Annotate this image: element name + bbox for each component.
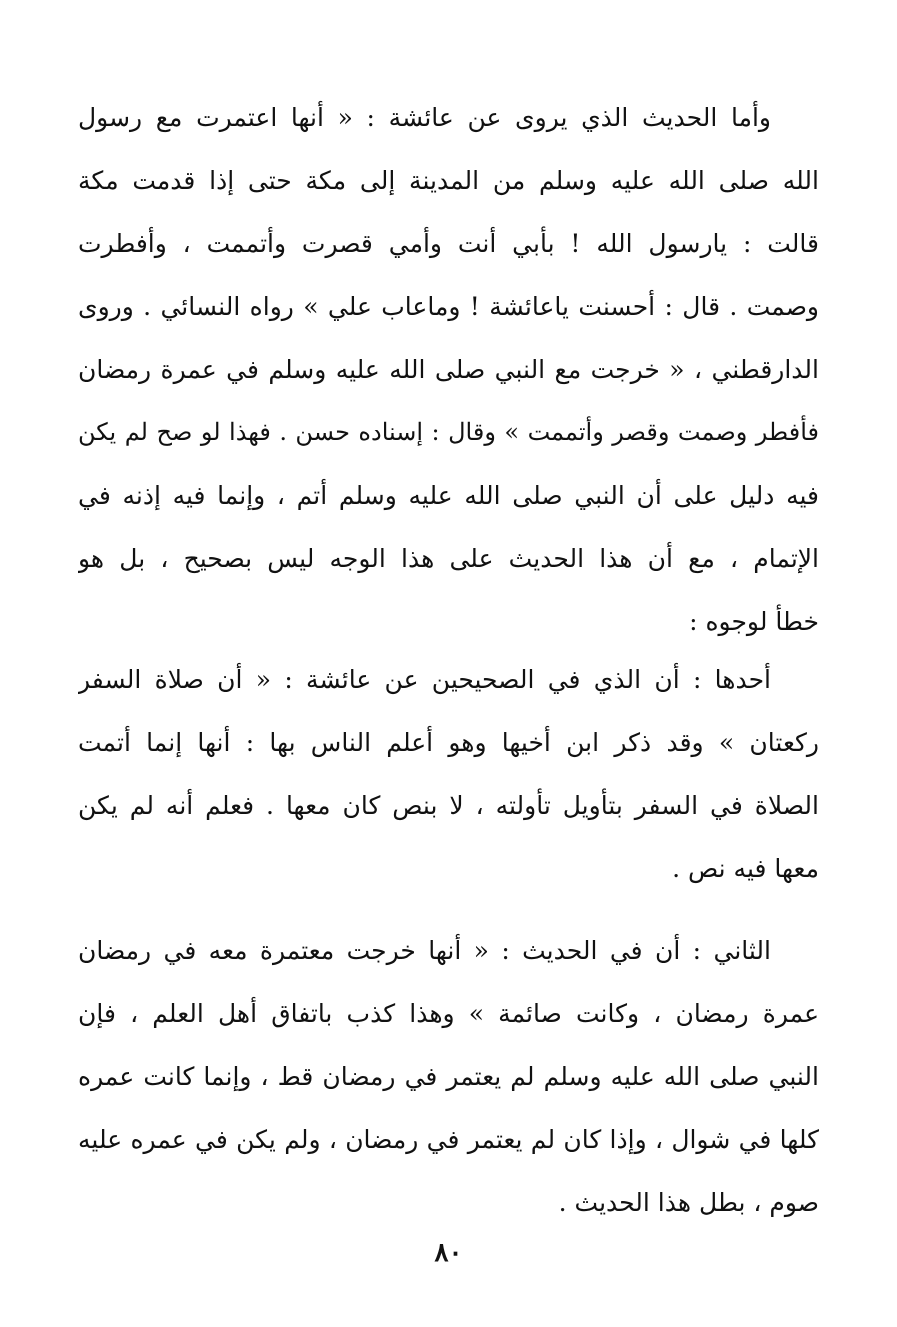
paragraph-3: [78, 919, 819, 1234]
page-number: ٨٠: [434, 1238, 463, 1268]
text-line: الثاني : أن في الحديث : « أنها خرجت معتمرة معه في رمضان: [78, 936, 771, 965]
text-line: معها فيه نص .: [672, 854, 819, 883]
text-line: أحدها : أن الذي في الصحيحين عن عائشة : « أن صلاة السفر: [78, 665, 771, 694]
text-line: كلها في شوال ، وإذا كان لم يعتمر في رمضان ، ولم يكن في عمره عليه: [78, 1125, 819, 1154]
paragraph-1: [78, 86, 819, 653]
text-line: خطأ لوجوه :: [689, 607, 819, 636]
text-line: الإتمام ، مع أن هذا الحديث على هذا الوجه ليس بصحيح ، بل هو: [78, 544, 819, 573]
text-line: الله صلى الله عليه وسلم من المدينة إلى مكة حتى إذا قدمت مكة: [78, 166, 819, 195]
paragraph-2: [78, 648, 819, 900]
text-line: الصلاة في السفر بتأويل تأولته ، لا بنص كان معها . فعلم أنه لم يكن: [78, 791, 819, 820]
text-line: فأفطر وصمت وقصر وأتممت » وقال : إسناده حسن . فهذا لو صح لم يكن: [78, 418, 819, 446]
text-line: ركعتان » وقد ذكر ابن أخيها وهو أعلم الناس بها : أنها إنما أتمت: [78, 728, 819, 757]
text-line: وصمت . قال : أحسنت ياعائشة ! وماعاب علي » رواه النسائي . وروى: [78, 292, 819, 321]
text-line: فيه دليل على أن النبي صلى الله عليه وسلم أتم ، وإنما فيه إذنه في: [78, 481, 819, 510]
text-line: وأما الحديث الذي يروى عن عائشة : « أنها اعتمرت مع رسول: [78, 103, 771, 132]
text-line: قالت : يارسول الله ! بأبي أنت وأمي قصرت وأتممت ، وأفطرت: [78, 229, 819, 258]
text-line: عمرة رمضان ، وكانت صائمة » وهذا كذب باتفاق أهل العلم ، فإن: [78, 999, 819, 1028]
text-line: صوم ، بطل هذا الحديث .: [558, 1188, 819, 1217]
text-line: الدارقطني ، « خرجت مع النبي صلى الله عليه وسلم في عمرة رمضان: [78, 355, 819, 384]
text-line: النبي صلى الله عليه وسلم لم يعتمر في رمضان قط ، وإنما كانت عمره: [78, 1062, 819, 1091]
